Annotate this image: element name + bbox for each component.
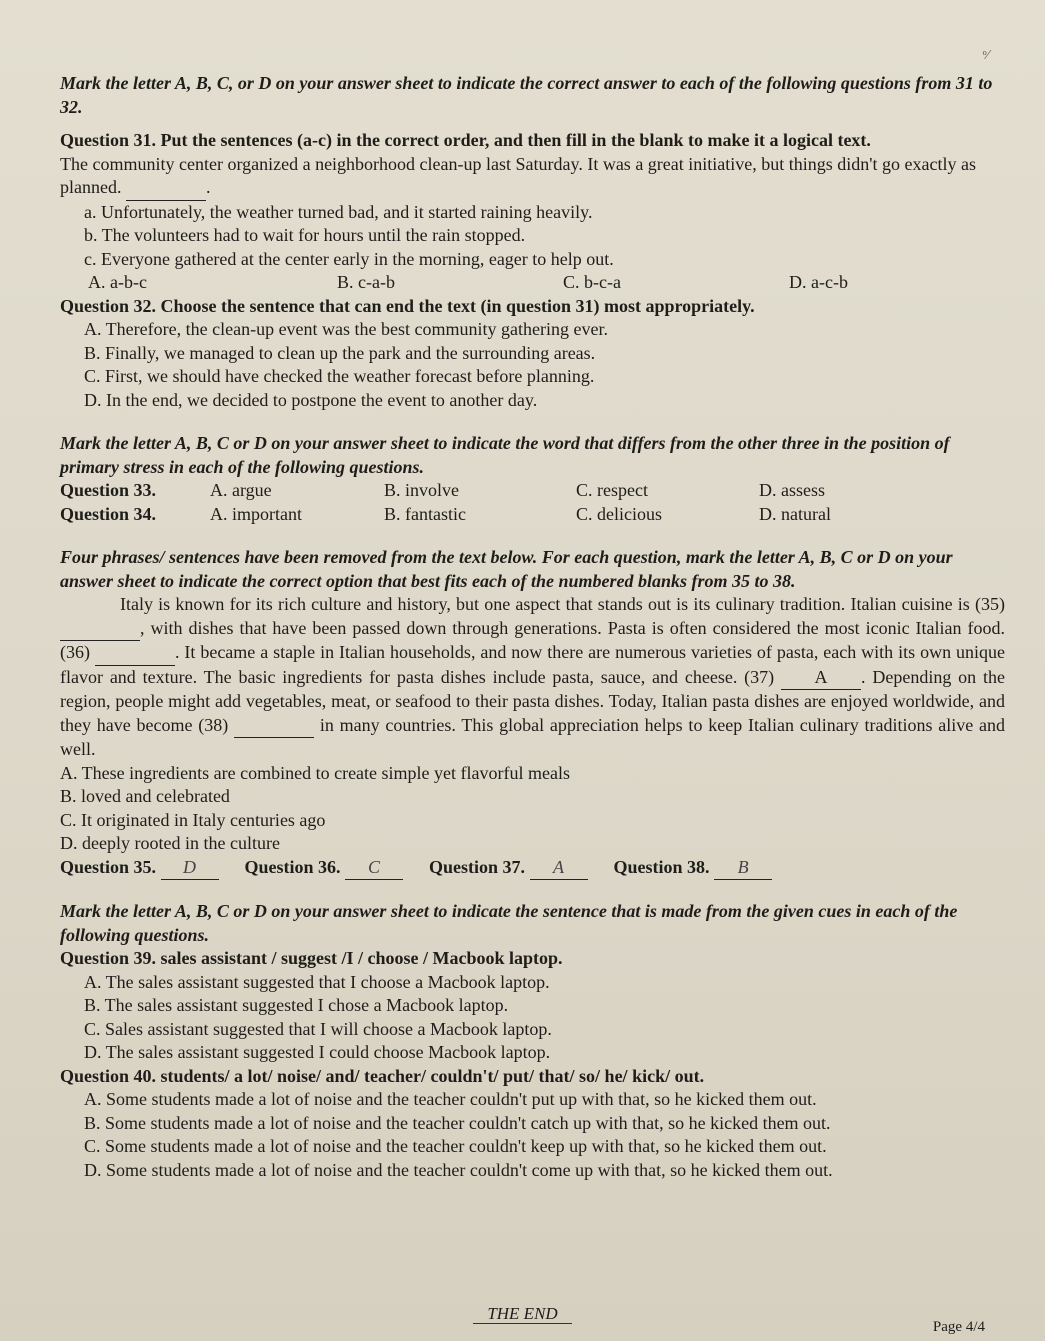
q40-option-d: D. Some students made a lot of noise and the teacher couldn't come up with that, so he kicked them out. xyxy=(84,1159,833,1180)
q32-option-b: B. Finally, we managed to clean up the park and the surrounding areas. xyxy=(84,342,596,363)
q31-text: The community center organized a neighborhood clean-up last Saturday. It was a great initiative, but things didn't go exactly as planned. . xyxy=(60,153,1005,201)
the-end-text: THE END xyxy=(473,1304,571,1324)
q31-options xyxy=(60,271,1005,295)
q38-answer: B xyxy=(714,856,772,881)
q39-title: Question 39. sales assistant / suggest /I / choose / Macbook laptop. xyxy=(60,948,563,968)
section1-instruction: Mark the letter A, B, C, or D on your answer sheet to indicate the correct answer to each of the following questions from 31 to 32. xyxy=(60,73,993,117)
q40-option-a: A. Some students made a lot of noise and the teacher couldn't put up with that, so he kicked them out. xyxy=(84,1089,817,1109)
blank-35 xyxy=(60,617,140,642)
reading-passage: Italy is known for its rich culture and history, but one aspect that stands out is its culinary tradition. Italian cuisine is (35) , with dishes that have been passed down through generations. Pasta is often considered the most iconic Italian food. (36) . It became a staple in Italian households, and now there are numerous varieties of pasta, each with its own unique flavor and texture. The basic ingredients for pasta dishes include pasta, sauce, and cheese. (37) A . Depending on the region, people might add vegetables, meat, or seafood to their pasta dishes. Today, Italian pasta dishes are enjoyed worldwide, and they have become (38) in many countries. This global appreciation helps to keep Italian culinary traditions alive and well. xyxy=(60,594,1006,759)
q35-answer: D xyxy=(161,856,219,881)
q31-option-c: C. b-c-a xyxy=(563,272,621,292)
q31-sentence-c: c. Everyone gathered at the center early in the morning, eager to help out. xyxy=(84,248,614,269)
q32-option-a: A. Therefore, the clean-up event was the best community gathering ever. xyxy=(84,319,608,339)
q34-option-d: D. natural xyxy=(759,503,831,524)
blank-37: A xyxy=(781,666,861,691)
section3-instruction: Four phrases/ sentences have been removed from the text below. For each question, mark the letter A, B, C or D on your answer sheet to indicate the correct option that best fits each of the numbered blanks from 35 to 38. xyxy=(60,547,953,591)
section4-instruction: Mark the letter A, B, C or D on your answer sheet to indicate the sentence that is made from the given cues in each of the following questions. xyxy=(60,901,958,945)
q38-label: Question 38. xyxy=(613,856,710,877)
passage-option-a: A. These ingredients are combined to create simple yet flavorful meals xyxy=(60,762,570,783)
q31-sentence-b: b. The volunteers had to wait for hours until the rain stopped. xyxy=(84,225,526,245)
q33-option-d: D. assess xyxy=(759,480,825,500)
q32-option-c: C. First, we should have checked the weather forecast before planning. xyxy=(84,366,595,386)
q36-label: Question 36. xyxy=(244,856,341,877)
q33-label: Question 33. xyxy=(60,480,157,500)
blank-38 xyxy=(234,714,314,739)
q40-option-c: C. Some students made a lot of noise and the teacher couldn't keep up with that, so he kicked them out. xyxy=(84,1136,827,1156)
q34-option-a: A. important xyxy=(210,503,302,524)
q33-option-a: A. argue xyxy=(210,480,272,500)
q31-option-d: D. a-c-b xyxy=(789,272,848,292)
q32-option-d: D. In the end, we decided to postpone the event to another day. xyxy=(84,389,538,410)
q34-label: Question 34. xyxy=(60,503,157,524)
q39-option-a: A. The sales assistant suggested that I choose a Macbook laptop. xyxy=(84,971,550,992)
section2-instruction: Mark the letter A, B, C or D on your answer sheet to indicate the word that differs from the other three in the position of primary stress in each of the following questions. xyxy=(60,433,950,477)
q39-option-d: D. The sales assistant suggested I could choose Macbook laptop. xyxy=(84,1042,551,1062)
q37-label: Question 37. xyxy=(429,856,526,877)
passage-option-c: C. It originated in Italy centuries ago xyxy=(60,809,326,830)
q36-answer: C xyxy=(345,856,403,881)
q40-option-b: B. Some students made a lot of noise and the teacher couldn't catch up with that, so he kicked them out. xyxy=(84,1112,831,1133)
q34-row xyxy=(60,503,1005,527)
q31-title: Question 31. Put the sentences (a-c) in the correct order, and then fill in the blank to make it a logical text. xyxy=(60,130,871,150)
q33-option-b: B. involve xyxy=(384,480,459,500)
pen-mark: ᵒ⁄ xyxy=(982,48,989,63)
q37-answer: A xyxy=(530,856,588,881)
q31-option-b: B. c-a-b xyxy=(337,272,395,292)
q39-option-b: B. The sales assistant suggested I chose a Macbook laptop. xyxy=(84,995,509,1015)
q31-sentence-a: a. Unfortunately, the weather turned bad, and it started raining heavily. xyxy=(84,201,593,222)
page-number: Page 4/4 xyxy=(932,1319,985,1335)
q40-title: Question 40. students/ a lot/ noise/ and/ teacher/ couldn't/ put/ that/ so/ he/ kick/ out. xyxy=(60,1065,705,1086)
q31-option-a: A. a-b-c xyxy=(88,272,147,292)
passage-option-d: D. deeply rooted in the culture xyxy=(60,833,280,853)
q34-option-c: C. delicious xyxy=(576,503,662,524)
q34-option-b: B. fantastic xyxy=(384,503,466,524)
q39-option-c: C. Sales assistant suggested that I will choose a Macbook laptop. xyxy=(84,1018,552,1039)
q32-title: Question 32. Choose the sentence that can end the text (in question 31) most appropriately. xyxy=(60,295,755,316)
passage-option-b: B. loved and celebrated xyxy=(60,786,230,806)
q33-option-c: C. respect xyxy=(576,480,648,500)
q33-row xyxy=(60,479,1005,503)
q31-blank xyxy=(126,176,206,201)
the-end-marker xyxy=(0,1302,1045,1326)
blank-36 xyxy=(95,641,175,666)
answer-row xyxy=(60,856,1005,881)
q35-label: Question 35. xyxy=(60,856,157,877)
